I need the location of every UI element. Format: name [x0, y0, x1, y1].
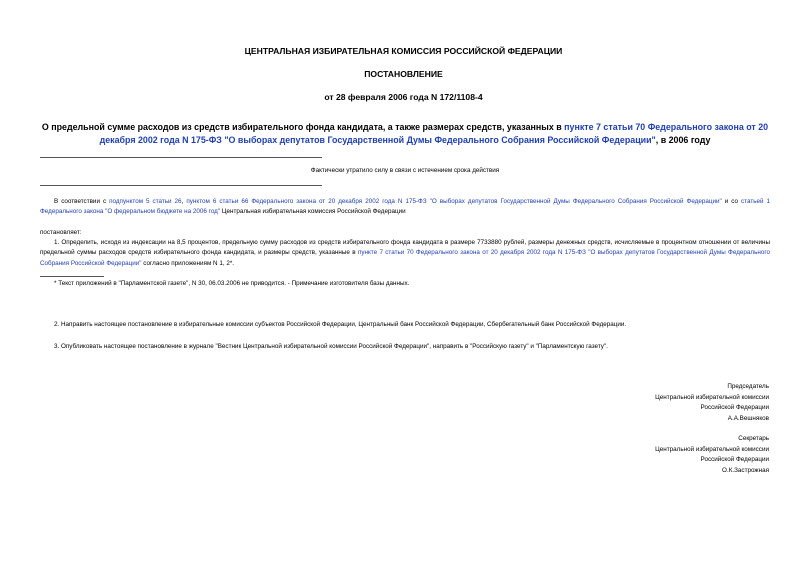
signature-role: Председатель — [727, 383, 769, 390]
signature-line: Центральной избирательной комиссии — [655, 445, 769, 453]
divider-top — [40, 157, 322, 158]
item-2-paragraph: 2. Направить настоящее постановление в избирательные комиссии субъектов Российской Федерации, Центральный банк Российской Федерации, Сбербегательный банк Российской Федерации. — [54, 321, 627, 328]
date-number-heading: от 28 февраля 2006 года N 172/1108-4 — [324, 92, 483, 102]
document-title — [40, 121, 770, 147]
signature-chairman — [509, 382, 769, 424]
title-text: О предельной сумме расходов из средств избирательного фонда кандидата, а также размерах средств, указанных в — [41, 122, 565, 132]
signature-role: Секретарь — [738, 435, 769, 442]
link-paragraph-6-article-66[interactable]: пунктом 6 статьи 66 Федерального закона от 20 декабря 2002 года N 175-ФЗ "О выборах депутатов Государственной Думы Федерального Собрания Российской Федерации" — [186, 198, 722, 205]
title-law-link[interactable]: пункте 7 статьи 70 Федерального закона от 20 декабря 2002 года N 175-ФЗ "О выборах депутатов Государственной Думы Федерального Собрания Российской Федерации" — [99, 122, 769, 145]
signature-line: Российской Федерации — [700, 404, 769, 412]
signature-line: Центральной избирательной комиссии — [655, 393, 769, 401]
item-1-text-end: согласно приложениям N 1, 2*. — [141, 259, 235, 267]
preamble-paragraph — [40, 197, 770, 218]
link-subparagraph-5-article-26[interactable]: подпунктом 5 статьи 26 — [109, 198, 182, 205]
signature-secretary — [509, 434, 769, 476]
status-note: Фактически утратило силу в связи с истечением срока действия — [310, 167, 500, 174]
title-text-end: , в 2006 году — [655, 135, 711, 145]
preamble-text: , — [181, 198, 187, 205]
item-1-text: 1. Определить, исходя из индексации на 8,5 процентов, предельную сумму расходов из средств избирательного фонда кандидата в размере 7733880 рублей, размеры денежных средств, исчисляемые в процентном отношении от величины предельной суммы расходов средств избирательного фонда кандидата, и размеры средств, указанные в — [40, 239, 770, 257]
preamble-text: и со — [721, 198, 742, 205]
signature-name: О.К.Застрожная — [722, 466, 769, 474]
document-type-heading: ПОСТАНОВЛЕНИЕ — [364, 69, 443, 79]
signature-name: А.А.Вешняков — [727, 414, 769, 422]
preamble-text: В соответствии с — [54, 198, 110, 205]
footnote: * Текст приложений в "Парламентской газете", N 30, 06.03.2006 не приводится. - Примечание изготовителя базы данных. — [54, 280, 410, 287]
organization-heading: ЦЕНТРАЛЬНАЯ ИЗБИРАТЕЛЬНАЯ КОМИССИЯ РОССИЙСКОЙ ФЕДЕРАЦИИ — [244, 46, 563, 56]
link-paragraph-7-article-70[interactable]: пункте 7 статьи 70 Федерального закона от 20 декабря 2002 года N 175-ФЗ "О выборах депутатов Государственной Думы Федерального Собрания Российской Федерации" — [40, 249, 770, 267]
resolves-label: постановляет: — [40, 229, 82, 236]
item-3-paragraph: 3. Опубликовать настоящее постановление в журнале "Вестник Центральной избирательной комиссии Российской Федерации", направить в "Российскую газету" и "Парламентскую газету". — [54, 343, 608, 350]
footnote-divider — [40, 276, 104, 277]
preamble-text: Центральная избирательная комиссия Российской Федерации — [220, 208, 406, 216]
signature-line: Российской Федерации — [700, 456, 769, 464]
divider-bottom — [40, 185, 322, 186]
item-1-paragraph — [40, 238, 770, 269]
link-budget-law-article-1[interactable]: статьей 1 Федерального закона "О федеральном бюджете на 2006 год" — [40, 198, 771, 216]
